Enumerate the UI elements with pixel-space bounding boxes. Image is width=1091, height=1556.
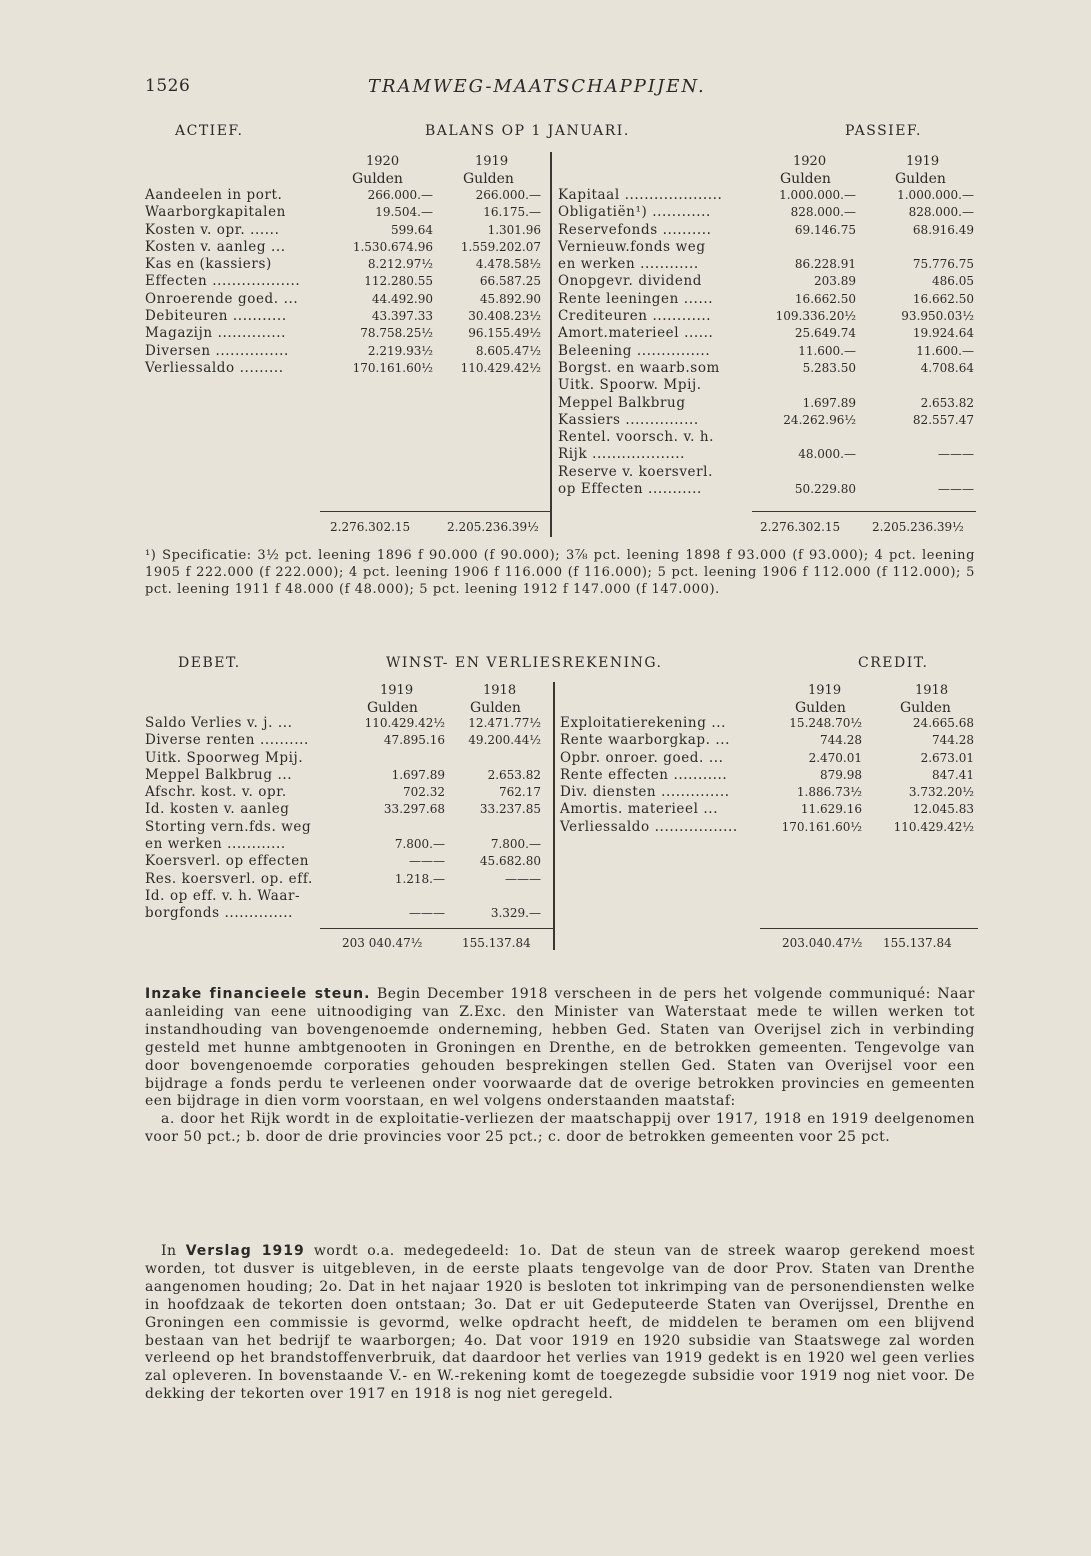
row-label: Uitk. Spoorweg Mpij. — [145, 749, 304, 766]
winst-right-heading: CREDIT. — [858, 655, 929, 671]
debet-row — [145, 853, 555, 870]
row-label: Beleening ............... — [558, 342, 711, 359]
winst-left-total-rule — [320, 928, 553, 929]
paragraph-1-conditions: a. door het Rijk wordt in de exploitatie-verliezen der maatschappij over 1917, 1918 en 1919 deelgenomen voor 50 pct.; b. door de drie provincies voor 25 pct.; c. door de betrokken gemeenten voor 25 pct. — [145, 1111, 975, 1146]
winst-title: WINST- EN VERLIESREKENING. — [386, 655, 663, 671]
row-value-v1920: 1.000.000.— — [779, 188, 856, 202]
row-label: Rijk ................... — [558, 446, 686, 463]
winst-left-year-1: 1919 — [380, 683, 414, 698]
winst-right-total-rule — [760, 928, 978, 929]
passief-row — [558, 343, 978, 360]
credit-row — [560, 801, 980, 818]
row-value-v1920: 48.000.— — [798, 447, 856, 462]
passief-row — [558, 204, 978, 221]
row-value-v1920: 19.504.— — [375, 205, 433, 220]
debet-row — [145, 750, 555, 767]
balans-right-unit-1: Gulden — [780, 171, 831, 187]
row-value-v1920: 170.161.60½ — [352, 360, 433, 375]
paragraph-2-lead: Verslag 1919 — [185, 1243, 305, 1259]
row-value-v2: 110.429.42½ — [893, 819, 974, 834]
row-value-v1919: 82.557.47 — [912, 412, 974, 427]
row-label: Borgst. en waarb.som — [558, 359, 720, 376]
row-label: Kosten v. opr. ...... — [145, 221, 280, 238]
row-label: Crediteuren ............ — [558, 308, 712, 325]
row-value-v1919: 1.301.96 — [487, 222, 541, 237]
row-label: Kosten v. aanleg ... — [145, 238, 286, 255]
debet-row — [145, 784, 555, 801]
debet-row — [145, 715, 555, 732]
row-label: Debiteuren ........... — [145, 308, 287, 325]
actief-row — [145, 204, 545, 221]
row-label: Res. koersverl. op. eff. — [145, 870, 313, 887]
row-value-v2: 2.673.01 — [920, 750, 974, 765]
row-value-v1919: 30.408.23½ — [468, 309, 541, 324]
row-value-v1920: 43.397.33 — [371, 309, 433, 324]
row-value-v1919: 110.429.42½ — [460, 360, 541, 375]
row-value-v1919: ——— — [938, 482, 974, 497]
row-label: Div. diensten .............. — [560, 784, 730, 801]
row-value-v1: 15.248.70½ — [789, 716, 862, 730]
row-label: Rente effecten ........... — [560, 766, 728, 783]
row-value-v1: 170.161.60½ — [781, 819, 862, 834]
row-label: Koersverl. op effecten — [145, 853, 310, 870]
row-value-v1919: 68.916.49 — [912, 222, 974, 237]
row-value-v1: 1.218.— — [394, 871, 445, 886]
actief-row — [145, 256, 545, 273]
row-value-v1920: 8.212.97½ — [367, 257, 433, 272]
credit-row — [560, 715, 980, 732]
row-value-v1: 47.895.16 — [383, 733, 445, 748]
credit-row — [560, 819, 980, 836]
credit-row — [560, 732, 980, 749]
debet-row — [145, 767, 555, 784]
row-label: Verliessaldo ................. — [560, 818, 738, 835]
passief-row — [558, 464, 978, 481]
balans-right-unit-2: Gulden — [895, 171, 946, 187]
passief-row — [558, 395, 978, 412]
row-value-v1920: 25.649.74 — [794, 326, 856, 341]
row-value-v1919: 4.478.58½ — [475, 257, 541, 272]
row-value-v1920: 1.530.674.96 — [352, 239, 433, 254]
actief-row — [145, 222, 545, 239]
passief-row — [558, 222, 978, 239]
actief-total-1920: 2.276.302.15 — [330, 520, 411, 534]
row-value-v1919: 66.587.25 — [479, 274, 541, 289]
row-label: Onopgevr. dividend — [558, 273, 703, 290]
row-value-v1919: 16.662.50 — [912, 291, 974, 306]
balans-right-heading: PASSIEF. — [845, 123, 922, 139]
actief-total-1919: 2.205.236.39½ — [447, 520, 539, 534]
row-label: Amortis. materieel ... — [560, 801, 719, 818]
row-value-v1: 1.697.89 — [391, 767, 445, 782]
debet-row — [145, 905, 555, 922]
paragraph-1-text: Begin December 1918 verscheen in de pers het volgende communiqué: Naar aanleiding van eene uitnoodiging van Z.Exc. den Minister van Waterstaat mede te willen werken tot instandhouding van bovengenoemde onderneming, hebben Ged. Staten van Overijsel zich in verbinding gesteld met hunne ambtgenooten in Groningen en Drenthe, en de betrokken gemeenten. Tengevolge van door bovengenoemde corporaties gehouden besprekingen stellen Ged. Staten van Overijsel voor een bijdrage a fonds perdu te verleenen onder voorwaarde dat de overige betrokken provincies en gemeenten een bijdrage in dien vorm voorstaan, en wel volgens onderstaanden maatstaf: — [145, 986, 976, 1110]
row-value-v1920: 2.219.93½ — [367, 343, 433, 358]
row-value-v1: 1.886.73½ — [796, 785, 862, 800]
row-value-v1920: 11.600.— — [798, 343, 856, 358]
actief-row — [145, 343, 545, 360]
row-label: Obligatiën¹) ............ — [558, 204, 711, 221]
row-label: Opbr. onroer. goed. ... — [560, 749, 724, 766]
passief-row — [558, 291, 978, 308]
row-value-v2: 12.045.83 — [912, 802, 974, 817]
row-label: Diverse renten .......... — [145, 732, 309, 749]
winst-left-year-2: 1918 — [483, 683, 517, 698]
row-value-v1919: 2.653.82 — [920, 395, 974, 410]
row-value-v1920: 828.000.— — [790, 205, 856, 220]
row-value-v1: ——— — [409, 854, 445, 869]
row-value-v1919: 486.05 — [932, 274, 974, 289]
row-value-v1919: 266.000.— — [475, 188, 541, 202]
row-value-v1: 110.429.42½ — [364, 716, 445, 730]
row-value-v1920: 50.229.80 — [794, 482, 856, 497]
row-value-v1920: 16.662.50 — [794, 291, 856, 306]
row-label: Magazijn .............. — [145, 325, 287, 342]
row-value-v1919: 4.708.64 — [920, 360, 974, 375]
row-value-v1920: 86.228.91 — [794, 257, 856, 272]
row-label: Storting vern.fds. weg — [145, 818, 312, 835]
row-value-v2: 7.800.— — [490, 837, 541, 852]
row-value-v2: 3.329.— — [490, 906, 541, 921]
actief-row — [145, 308, 545, 325]
passief-row — [558, 325, 978, 342]
footnote — [145, 547, 975, 599]
row-value-v1919: 828.000.— — [908, 205, 974, 220]
row-value-v1919: 96.155.49½ — [468, 326, 541, 341]
credit-row — [560, 784, 980, 801]
balans-right-total-rule — [752, 511, 976, 512]
winst-left-heading: DEBET. — [178, 655, 241, 671]
actief-row — [145, 360, 545, 377]
page-number: 1526 — [145, 76, 191, 96]
row-value-v1920: 266.000.— — [367, 188, 433, 202]
row-label: op Effecten ........... — [558, 481, 702, 498]
paragraph-2-body — [145, 1243, 975, 1404]
row-value-v1919: 93.950.03½ — [901, 309, 974, 324]
row-value-v1919: 1.559.202.07 — [460, 239, 541, 254]
row-value-v1920: 203.89 — [814, 274, 856, 289]
row-label: Rentel. voorsch. v. h. — [558, 429, 715, 446]
row-value-v1920: 5.283.50 — [802, 360, 856, 375]
row-value-v1920: 1.697.89 — [802, 395, 856, 410]
row-value-v1: 7.800.— — [394, 837, 445, 852]
winst-divider — [553, 682, 555, 950]
paragraph-financial-support — [145, 986, 975, 1147]
row-label: en werken ............ — [558, 256, 699, 273]
row-label: Reserve v. koersverl. — [558, 463, 713, 480]
row-label: Meppel Balkbrug — [558, 394, 686, 411]
debet-total-1919: 203 040.47½ — [342, 936, 423, 950]
credit-row — [560, 767, 980, 784]
passief-row — [558, 412, 978, 429]
running-title: TRAMWEG-MAATSCHAPPIJEN. — [368, 76, 706, 97]
row-value-v1920: 69.146.75 — [794, 222, 856, 237]
passief-row — [558, 256, 978, 273]
actief-table — [145, 187, 545, 377]
debet-table — [145, 715, 555, 923]
passief-row — [558, 429, 978, 446]
row-value-v1919: 11.600.— — [916, 343, 974, 358]
row-label: borgfonds .............. — [145, 905, 294, 922]
row-value-v1920: 44.492.90 — [371, 291, 433, 306]
row-value-v1919: 19.924.64 — [912, 326, 974, 341]
debet-total-1918: 155.137.84 — [462, 936, 531, 950]
balans-left-heading: ACTIEF. — [175, 123, 244, 139]
row-value-v1: 879.98 — [820, 767, 862, 782]
credit-table — [560, 715, 980, 836]
paragraph-report-1919 — [145, 1243, 975, 1404]
debet-row — [145, 871, 555, 888]
row-label: Diversen ............... — [145, 342, 289, 359]
credit-row — [560, 750, 980, 767]
row-label: Aandeelen in port. — [145, 187, 283, 203]
row-value-v1920: 599.64 — [391, 222, 433, 237]
balans-right-year-2: 1919 — [906, 154, 940, 169]
row-value-v2: 762.17 — [499, 785, 541, 800]
credit-total-1919: 203.040.47½ — [782, 936, 863, 950]
row-value-v2: 847.41 — [932, 767, 974, 782]
row-label: Exploitatierekening ... — [560, 715, 727, 731]
row-value-v2: 49.200.44½ — [468, 733, 541, 748]
balans-title: BALANS OP 1 JANUARI. — [425, 123, 630, 139]
passief-row — [558, 187, 978, 204]
row-value-v1: 33.297.68 — [383, 802, 445, 817]
row-label: Saldo Verlies v. j. ... — [145, 715, 293, 731]
actief-row — [145, 273, 545, 290]
passief-row — [558, 308, 978, 325]
row-value-v1: 744.28 — [820, 733, 862, 748]
row-label: Effecten .................. — [145, 273, 301, 290]
row-value-v1: 11.629.16 — [800, 802, 862, 817]
row-value-v1919: 8.605.47½ — [475, 343, 541, 358]
row-value-v1920: 112.280.55 — [364, 274, 433, 289]
debet-row — [145, 801, 555, 818]
row-label: Meppel Balkbrug ... — [145, 766, 293, 783]
row-value-v2: 12.471.77½ — [468, 716, 541, 730]
row-label: Rente waarborgkap. ... — [560, 732, 731, 749]
row-label: Onroerende goed. ... — [145, 290, 299, 307]
actief-row — [145, 325, 545, 342]
row-value-v1919: 16.175.— — [483, 205, 541, 220]
passief-table — [558, 187, 978, 498]
row-label: Kas en (kassiers) — [145, 256, 272, 273]
row-value-v1920: 24.262.96½ — [783, 412, 856, 427]
row-value-v2: ——— — [505, 871, 541, 886]
row-label: Kassiers ............... — [558, 411, 699, 428]
row-label: Reservefonds .......... — [558, 221, 712, 238]
row-label: Uitk. Spoorw. Mpij. — [558, 377, 702, 394]
paragraph-1-body — [145, 986, 975, 1111]
row-value-v1919: 75.776.75 — [912, 257, 974, 272]
row-label: Id. kosten v. aanleg — [145, 801, 290, 818]
passief-total-1919: 2.205.236.39½ — [872, 520, 964, 534]
row-label: Kapitaal .................... — [558, 187, 723, 203]
winst-right-year-2: 1918 — [915, 683, 949, 698]
paragraph-2-text: wordt o.a. medegedeeld: 1o. Dat de steun van de streek waarop gerekend moest worden, tot dusver is uitgebleven, in de eerste plaats tengevolge van de door Prov. Staten van Drenthe aangenomen houding; 2o. Dat in het najaar 1920 is besloten tot inkrimping van de personendiensten welke in hoofdzaak de tekorten doen ontstaan; 3o. Dat er uit Gedeputeerde Staten van Overijssel, Drenthe en Groningen een commissie is gevormd, welke opdracht heeft, de middelen te beramen om een blijvend bestaan van het bedrijf te waarborgen; 4o. Dat voor 1919 en 1920 subsidie van Staatswege zal worden verleend op het brandstoffenverbruik, dat daardoor het verlies van 1919 gedekt is en 1920 wel geen verlies zal opleveren. In bovenstaande V.- en W.-rekening komt de toegezegde subsidie voor 1919 nog niet voor. De dekking der tekorten over 1917 en 1918 is nog niet geregeld. — [145, 1243, 975, 1403]
balans-left-total-rule — [320, 511, 550, 512]
passief-row — [558, 446, 978, 463]
row-value-v2: 3.732.20½ — [908, 785, 974, 800]
balans-left-year-1: 1920 — [366, 154, 400, 169]
row-value-v2: 24.665.68 — [912, 716, 974, 730]
row-value-v1920: 78.758.25½ — [360, 326, 433, 341]
winst-left-unit-2: Gulden — [470, 700, 521, 716]
actief-row — [145, 291, 545, 308]
row-label: Amort.materieel ...... — [558, 325, 714, 342]
row-value-v1: ——— — [409, 906, 445, 921]
row-value-v1919: 1.000.000.— — [897, 188, 974, 202]
row-value-v2: 45.682.80 — [479, 854, 541, 869]
row-value-v1: 702.32 — [403, 785, 445, 800]
credit-total-1918: 155.137.84 — [883, 936, 952, 950]
balans-left-unit-1: Gulden — [352, 171, 403, 187]
paragraph-2-pre: In — [161, 1243, 186, 1259]
passief-row — [558, 239, 978, 256]
row-value-v2: 2.653.82 — [487, 767, 541, 782]
passief-total-1920: 2.276.302.15 — [760, 520, 841, 534]
winst-right-unit-2: Gulden — [900, 700, 951, 716]
passief-row — [558, 273, 978, 290]
row-label: Afschr. kost. v. opr. — [145, 784, 287, 801]
winst-left-unit-1: Gulden — [367, 700, 418, 716]
debet-row — [145, 836, 555, 853]
passief-row — [558, 377, 978, 394]
winst-right-unit-1: Gulden — [795, 700, 846, 716]
row-label: Vernieuw.fonds weg — [558, 238, 706, 255]
actief-row — [145, 239, 545, 256]
debet-row — [145, 888, 555, 905]
row-label: Verliessaldo ......... — [145, 359, 284, 376]
paragraph-1-lead: Inzake financieele steun. — [145, 986, 371, 1002]
row-value-v1: 2.470.01 — [808, 750, 862, 765]
row-value-v1919: ——— — [938, 447, 974, 462]
passief-row — [558, 360, 978, 377]
balans-left-year-2: 1919 — [475, 154, 509, 169]
balans-left-unit-2: Gulden — [463, 171, 514, 187]
winst-right-year-1: 1919 — [808, 683, 842, 698]
actief-row — [145, 187, 545, 204]
balans-right-year-1: 1920 — [793, 154, 827, 169]
row-label: Waarborgkapitalen — [145, 204, 286, 221]
debet-row — [145, 732, 555, 749]
row-label: Id. op eff. v. h. Waar- — [145, 887, 301, 904]
row-label: en werken ............ — [145, 836, 286, 853]
footnote-text: ¹) Specificatie: 3½ pct. leening 1896 f 90.000 (f 90.000); 3⅞ pct. leening 1898 f 93.000 (f 93.000); 4 pct. leening 1905 f 222.000 (f 222.000); 4 pct. leening 1906 f 116.000 (f 116.000); 5 pct. leening 1906 f 112.000 (f 112.000); 5 pct. leening 1911 f 48.000 (f 48.000); 5 pct. leening 1912 f 147.000 (f 147.000). — [145, 548, 975, 598]
row-value-v2: 33.237.85 — [479, 802, 541, 817]
passief-row — [558, 481, 978, 498]
row-value-v1919: 45.892.90 — [479, 291, 541, 306]
debet-row — [145, 819, 555, 836]
row-value-v1920: 109.336.20½ — [775, 309, 856, 324]
row-label: Rente leeningen ...... — [558, 290, 714, 307]
row-value-v2: 744.28 — [932, 733, 974, 748]
balans-divider — [550, 152, 552, 537]
